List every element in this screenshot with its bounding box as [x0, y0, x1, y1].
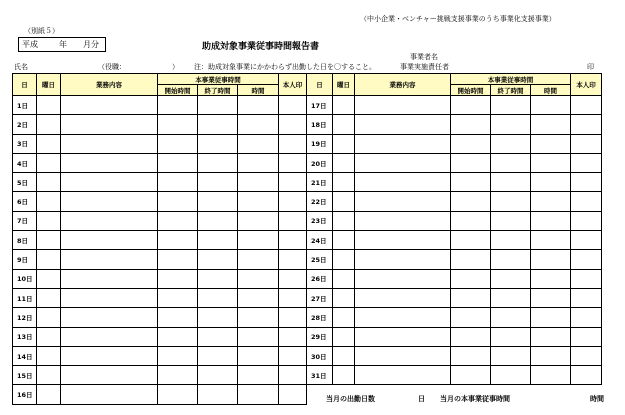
work-content-cell[interactable] [61, 327, 158, 346]
end-time-cell[interactable] [198, 250, 238, 269]
position-label: （役職： [98, 63, 126, 71]
stamp-cell[interactable] [279, 346, 307, 365]
start-time-cell[interactable] [451, 327, 491, 346]
day-cell: 9日 [13, 250, 37, 269]
work-content-cell[interactable] [61, 211, 158, 230]
day-cell: 8日 [13, 231, 37, 250]
table-row [13, 327, 307, 346]
attendance-days-label: 当月の出勤日数 [326, 395, 375, 403]
work-content-cell[interactable] [61, 192, 158, 211]
work-content-cell[interactable] [355, 211, 451, 230]
left-hours-table [12, 73, 307, 405]
day-cell: 6日 [13, 192, 37, 211]
start-time-cell[interactable] [451, 269, 491, 288]
day-cell: 12日 [13, 308, 37, 327]
hours-cell[interactable] [238, 269, 279, 288]
work-content-cell[interactable] [355, 288, 451, 307]
start-time-cell[interactable] [158, 366, 198, 385]
table-row [307, 308, 602, 327]
weekday-cell[interactable] [37, 173, 61, 192]
weekday-cell[interactable] [37, 385, 61, 404]
weekday-cell[interactable] [333, 308, 355, 327]
monthly-hours-label: 当月の本事業従事時間 [440, 395, 510, 403]
work-content-cell[interactable] [61, 173, 158, 192]
stamp-cell[interactable] [279, 192, 307, 211]
start-time-cell[interactable] [158, 327, 198, 346]
header-end: 終了時間 [198, 85, 238, 96]
work-content-cell[interactable] [61, 134, 158, 153]
weekday-cell[interactable] [37, 288, 61, 307]
hours-cell[interactable] [238, 308, 279, 327]
table-row [13, 231, 307, 250]
stamp-cell[interactable] [571, 96, 602, 115]
manager-label: 事業実施責任者 [400, 63, 449, 71]
header-time: 時間 [531, 85, 571, 96]
day-cell: 30日 [307, 346, 333, 365]
work-content-cell[interactable] [61, 115, 158, 134]
appendix-label: （別紙５） [24, 27, 59, 35]
weekday-cell[interactable] [37, 327, 61, 346]
end-time-cell[interactable] [198, 269, 238, 288]
weekday-cell[interactable] [333, 115, 355, 134]
header-work: 業務内容 [355, 74, 451, 96]
header-start: 開始時間 [158, 85, 198, 96]
weekday-cell[interactable] [333, 288, 355, 307]
hours-cell[interactable] [238, 231, 279, 250]
day-cell: 1日 [13, 96, 37, 115]
stamp-cell[interactable] [571, 269, 602, 288]
day-cell: 13日 [13, 327, 37, 346]
end-time-cell[interactable] [198, 385, 238, 404]
weekday-cell[interactable] [333, 366, 355, 385]
hours-cell[interactable] [531, 153, 571, 172]
work-content-cell[interactable] [61, 385, 158, 404]
start-time-cell[interactable] [451, 192, 491, 211]
work-content-cell[interactable] [61, 288, 158, 307]
end-time-cell[interactable] [491, 231, 531, 250]
hours-cell[interactable] [531, 308, 571, 327]
start-time-cell[interactable] [158, 269, 198, 288]
weekday-cell[interactable] [333, 153, 355, 172]
stamp-cell[interactable] [279, 211, 307, 230]
end-time-cell[interactable] [198, 231, 238, 250]
end-time-cell[interactable] [491, 346, 531, 365]
weekday-cell[interactable] [333, 134, 355, 153]
day-cell: 22日 [307, 192, 333, 211]
end-time-cell[interactable] [198, 288, 238, 307]
stamp-cell[interactable] [279, 250, 307, 269]
table-row [307, 211, 602, 230]
stamp-cell[interactable] [279, 385, 307, 404]
day-cell: 14日 [13, 346, 37, 365]
end-time-cell[interactable] [491, 192, 531, 211]
day-cell: 2日 [13, 115, 37, 134]
table-row [13, 115, 307, 134]
weekday-cell[interactable] [37, 346, 61, 365]
stamp-cell[interactable] [571, 192, 602, 211]
end-time-cell[interactable] [491, 366, 531, 385]
hours-cell[interactable] [238, 346, 279, 365]
table-row [13, 346, 307, 365]
table-row [307, 346, 602, 365]
start-time-cell[interactable] [451, 153, 491, 172]
page-title: 助成対象事業従事時間報告書 [202, 42, 320, 52]
start-time-cell[interactable] [451, 173, 491, 192]
attendance-days-unit: 日 [418, 395, 425, 403]
day-cell: 10日 [13, 269, 37, 288]
weekday-cell[interactable] [37, 192, 61, 211]
work-content-cell[interactable] [355, 250, 451, 269]
position-close: ） [172, 63, 179, 71]
right-hours-table [306, 73, 602, 385]
end-time-cell[interactable] [198, 173, 238, 192]
end-time-cell[interactable] [491, 250, 531, 269]
stamp-cell[interactable] [571, 134, 602, 153]
end-time-cell[interactable] [198, 96, 238, 115]
header-stamp: 本人印 [279, 74, 307, 96]
weekday-cell[interactable] [37, 308, 61, 327]
table-row [307, 288, 602, 307]
stamp-cell[interactable] [279, 327, 307, 346]
end-time-cell[interactable] [491, 269, 531, 288]
end-time-cell[interactable] [491, 96, 531, 115]
day-cell: 5日 [13, 173, 37, 192]
header-weekday: 曜日 [37, 74, 61, 96]
header-time: 時間 [238, 85, 279, 96]
end-time-cell[interactable] [491, 115, 531, 134]
start-time-cell[interactable] [158, 115, 198, 134]
hours-cell[interactable] [238, 211, 279, 230]
day-cell: 16日 [13, 385, 37, 404]
end-time-cell[interactable] [198, 211, 238, 230]
weekday-cell[interactable] [37, 250, 61, 269]
table-row [307, 134, 602, 153]
table-row [13, 385, 307, 404]
weekday-cell[interactable] [333, 346, 355, 365]
stamp-cell[interactable] [571, 115, 602, 134]
table-row [13, 96, 307, 115]
year-unit: 年 [59, 40, 67, 49]
start-time-cell[interactable] [158, 385, 198, 404]
seal-mark: 印 [587, 63, 594, 71]
hours-cell[interactable] [238, 115, 279, 134]
day-cell: 27日 [307, 288, 333, 307]
start-time-cell[interactable] [158, 288, 198, 307]
hours-cell[interactable] [238, 134, 279, 153]
table-row [13, 192, 307, 211]
day-cell: 3日 [13, 134, 37, 153]
weekday-cell[interactable] [333, 269, 355, 288]
table-row [307, 96, 602, 115]
weekday-cell[interactable] [37, 211, 61, 230]
stamp-cell[interactable] [571, 288, 602, 307]
table-row [307, 173, 602, 192]
start-time-cell[interactable] [451, 308, 491, 327]
end-time-cell[interactable] [491, 327, 531, 346]
table-row [13, 308, 307, 327]
work-content-cell[interactable] [61, 346, 158, 365]
era-label: 平成 [22, 40, 38, 49]
stamp-cell[interactable] [571, 366, 602, 385]
start-time-cell[interactable] [158, 346, 198, 365]
weekday-cell[interactable] [333, 211, 355, 230]
weekday-cell[interactable] [37, 231, 61, 250]
start-time-cell[interactable] [158, 250, 198, 269]
day-cell: 21日 [307, 173, 333, 192]
end-time-cell[interactable] [491, 173, 531, 192]
end-time-cell[interactable] [491, 288, 531, 307]
table-row [307, 231, 602, 250]
program-note: （中小企業・ベンチャー挑戦支援事業のうち事業化支援事業） [360, 15, 556, 23]
start-time-cell[interactable] [451, 366, 491, 385]
work-content-cell[interactable] [61, 153, 158, 172]
header-day: 日 [307, 74, 333, 96]
start-time-cell[interactable] [158, 308, 198, 327]
table-row [13, 173, 307, 192]
day-cell: 7日 [13, 211, 37, 230]
table-row [307, 192, 602, 211]
day-cell: 20日 [307, 153, 333, 172]
table-row [13, 211, 307, 230]
hours-cell[interactable] [531, 327, 571, 346]
day-cell: 4日 [13, 153, 37, 172]
hours-cell[interactable] [531, 96, 571, 115]
hours-cell[interactable] [531, 269, 571, 288]
hours-cell[interactable] [531, 192, 571, 211]
stamp-cell[interactable] [279, 269, 307, 288]
work-content-cell[interactable] [61, 269, 158, 288]
work-content-cell[interactable] [355, 192, 451, 211]
work-content-cell[interactable] [355, 134, 451, 153]
stamp-cell[interactable] [571, 173, 602, 192]
header-hours-group: 本事業従事時間 [158, 74, 279, 85]
work-content-cell[interactable] [61, 308, 158, 327]
stamp-cell[interactable] [279, 115, 307, 134]
day-cell: 11日 [13, 288, 37, 307]
month-unit: 月分 [83, 40, 99, 49]
day-cell: 25日 [307, 250, 333, 269]
start-time-cell[interactable] [451, 115, 491, 134]
weekday-cell[interactable] [37, 366, 61, 385]
attendance-note: 注：助成対象事業にかかわらず出勤した日を〇すること。 [194, 63, 376, 71]
company-label: 事業者名 [410, 53, 438, 61]
end-time-cell[interactable] [491, 134, 531, 153]
weekday-cell[interactable] [37, 134, 61, 153]
work-content-cell[interactable] [355, 308, 451, 327]
hours-cell[interactable] [531, 346, 571, 365]
weekday-cell[interactable] [37, 269, 61, 288]
table-row [13, 153, 307, 172]
day-cell: 17日 [307, 96, 333, 115]
work-content-cell[interactable] [61, 96, 158, 115]
table-row [307, 115, 602, 134]
end-time-cell[interactable] [198, 346, 238, 365]
weekday-cell[interactable] [333, 231, 355, 250]
day-cell: 31日 [307, 366, 333, 385]
end-time-cell[interactable] [198, 192, 238, 211]
table-row [307, 366, 602, 385]
table-row [307, 327, 602, 346]
header-hours-group: 本事業従事時間 [451, 74, 571, 85]
hours-cell[interactable] [238, 327, 279, 346]
work-content-cell[interactable] [355, 366, 451, 385]
work-content-cell[interactable] [355, 96, 451, 115]
end-time-cell[interactable] [491, 211, 531, 230]
start-time-cell[interactable] [158, 153, 198, 172]
end-time-cell[interactable] [198, 153, 238, 172]
weekday-cell[interactable] [37, 115, 61, 134]
stamp-cell[interactable] [571, 308, 602, 327]
table-row [13, 269, 307, 288]
hours-cell[interactable] [531, 250, 571, 269]
stamp-cell[interactable] [571, 250, 602, 269]
hours-cell[interactable] [531, 173, 571, 192]
table-row [13, 250, 307, 269]
start-time-cell[interactable] [451, 288, 491, 307]
header-start: 開始時間 [451, 85, 491, 96]
end-time-cell[interactable] [198, 134, 238, 153]
header-weekday: 曜日 [333, 74, 355, 96]
stamp-cell[interactable] [571, 346, 602, 365]
header-stamp: 本人印 [571, 74, 602, 96]
day-cell: 29日 [307, 327, 333, 346]
end-time-cell[interactable] [198, 366, 238, 385]
work-content-cell[interactable] [61, 366, 158, 385]
stamp-cell[interactable] [279, 308, 307, 327]
hours-cell[interactable] [531, 366, 571, 385]
start-time-cell[interactable] [451, 231, 491, 250]
day-cell: 18日 [307, 115, 333, 134]
hours-cell[interactable] [238, 153, 279, 172]
start-time-cell[interactable] [158, 173, 198, 192]
monthly-hours-unit: 時間 [590, 395, 604, 403]
weekday-cell[interactable] [333, 96, 355, 115]
day-cell: 23日 [307, 211, 333, 230]
work-content-cell[interactable] [355, 115, 451, 134]
hours-cell[interactable] [531, 115, 571, 134]
weekday-cell[interactable] [333, 250, 355, 269]
start-time-cell[interactable] [158, 211, 198, 230]
stamp-cell[interactable] [279, 134, 307, 153]
work-content-cell[interactable] [355, 231, 451, 250]
stamp-cell[interactable] [571, 211, 602, 230]
day-cell: 24日 [307, 231, 333, 250]
stamp-cell[interactable] [279, 288, 307, 307]
end-time-cell[interactable] [491, 308, 531, 327]
work-content-cell[interactable] [355, 269, 451, 288]
hours-cell[interactable] [531, 211, 571, 230]
end-time-cell[interactable] [198, 327, 238, 346]
weekday-cell[interactable] [333, 173, 355, 192]
hours-cell[interactable] [238, 366, 279, 385]
hours-cell[interactable] [238, 250, 279, 269]
start-time-cell[interactable] [158, 192, 198, 211]
table-row [307, 250, 602, 269]
hours-cell[interactable] [531, 288, 571, 307]
start-time-cell[interactable] [158, 231, 198, 250]
start-time-cell[interactable] [451, 134, 491, 153]
stamp-cell[interactable] [571, 327, 602, 346]
weekday-cell[interactable] [333, 327, 355, 346]
table-row [307, 153, 602, 172]
period-box [18, 37, 106, 52]
start-time-cell[interactable] [451, 211, 491, 230]
stamp-cell[interactable] [279, 231, 307, 250]
hours-cell[interactable] [238, 173, 279, 192]
work-content-cell[interactable] [355, 153, 451, 172]
header-work: 業務内容 [61, 74, 158, 96]
stamp-cell[interactable] [279, 366, 307, 385]
end-time-cell[interactable] [198, 115, 238, 134]
weekday-cell[interactable] [333, 192, 355, 211]
stamp-cell[interactable] [571, 231, 602, 250]
start-time-cell[interactable] [451, 96, 491, 115]
header-day: 日 [13, 74, 37, 96]
hours-cell[interactable] [238, 192, 279, 211]
day-cell: 19日 [307, 134, 333, 153]
end-time-cell[interactable] [198, 308, 238, 327]
table-row [13, 288, 307, 307]
stamp-cell[interactable] [279, 153, 307, 172]
work-content-cell[interactable] [61, 231, 158, 250]
table-row [307, 269, 602, 288]
hours-cell[interactable] [238, 385, 279, 404]
table-row [13, 134, 307, 153]
work-content-cell[interactable] [355, 173, 451, 192]
day-cell: 28日 [307, 308, 333, 327]
end-time-cell[interactable] [491, 153, 531, 172]
work-content-cell[interactable] [355, 327, 451, 346]
work-content-cell[interactable] [61, 250, 158, 269]
table-row [13, 366, 307, 385]
weekday-cell[interactable] [37, 153, 61, 172]
start-time-cell[interactable] [451, 250, 491, 269]
day-cell: 15日 [13, 366, 37, 385]
start-time-cell[interactable] [451, 346, 491, 365]
day-cell: 26日 [307, 269, 333, 288]
stamp-cell[interactable] [571, 153, 602, 172]
stamp-cell[interactable] [279, 173, 307, 192]
start-time-cell[interactable] [158, 134, 198, 153]
header-end: 終了時間 [491, 85, 531, 96]
name-label: 氏名 [14, 63, 28, 71]
weekday-cell[interactable] [37, 96, 61, 115]
hours-cell[interactable] [531, 231, 571, 250]
hours-cell[interactable] [531, 134, 571, 153]
start-time-cell[interactable] [158, 96, 198, 115]
work-content-cell[interactable] [355, 346, 451, 365]
hours-cell[interactable] [238, 288, 279, 307]
hours-cell[interactable] [238, 96, 279, 115]
stamp-cell[interactable] [279, 96, 307, 115]
